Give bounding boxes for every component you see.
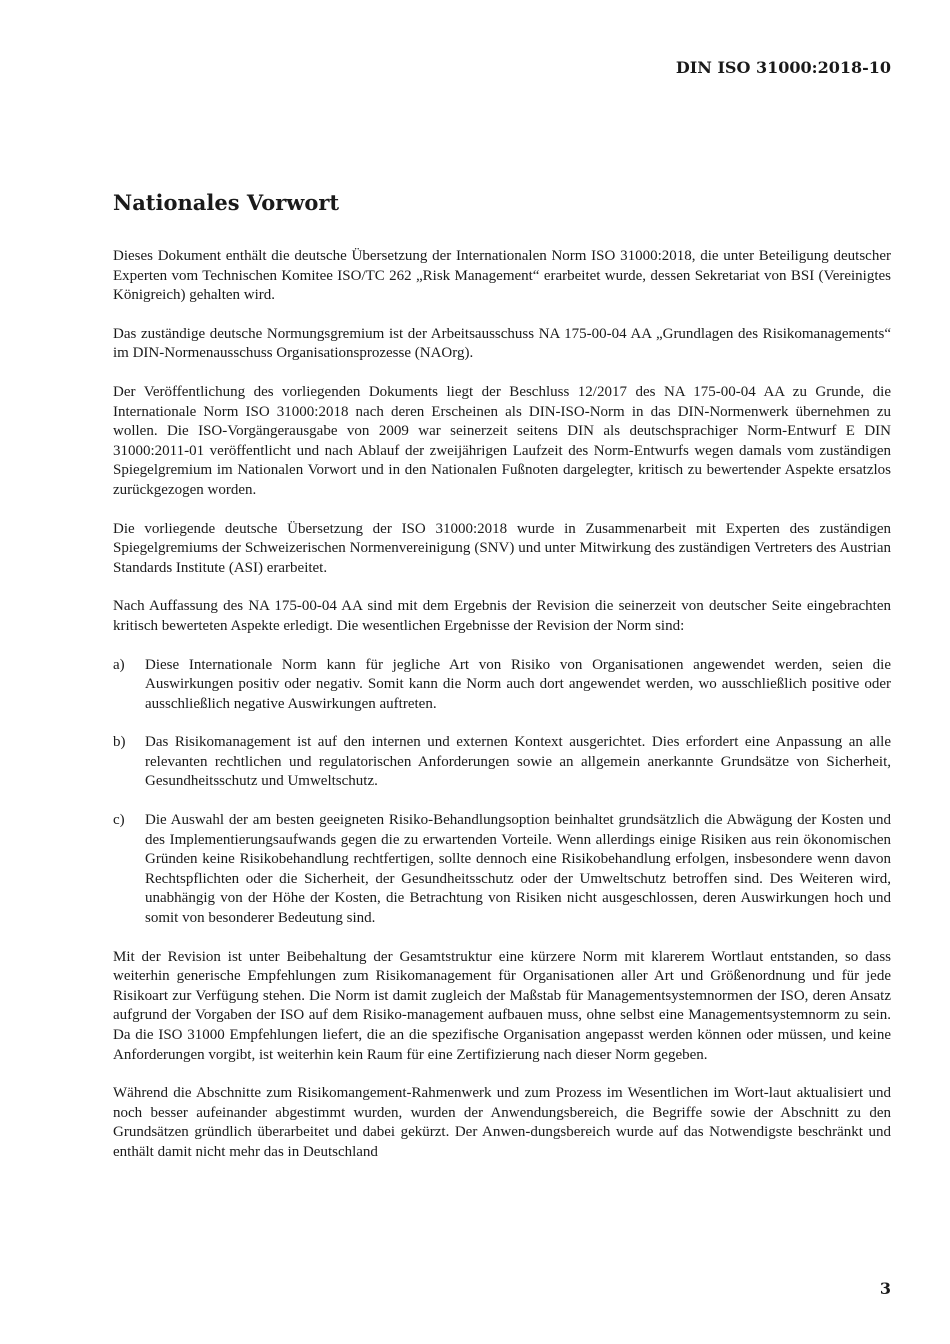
list-item xyxy=(113,811,891,929)
list-marker: a) xyxy=(113,656,125,673)
list-item-text: Das Risikomanagement ist auf den internen und externen Kontext ausgerichtet. Dies erfordert eine Anpassung an alle relevanten rechtlichen und regulatorischen Anforderungen sowie an allgemein anerkannte Grundsätze von Sicherheit, Gesundheitsschutz und Umweltschutz. xyxy=(145,734,891,790)
paragraph: Nach Auffassung des NA 175-00-04 AA sind mit dem Ergebnis der Revision die seinerzeit von deutscher Seite eingebrachten kritisch bewerteten Aspekte erledigt. Die wesentlichen Ergebnisse der Revision der Norm sind: xyxy=(113,598,891,634)
section-title: Nationales Vorwort xyxy=(113,190,340,215)
document-header-standard-id: DIN ISO 31000:2018-10 xyxy=(675,58,891,77)
list-item-text: Die Auswahl der am besten geeigneten Risiko-Behandlungsoption beinhaltet grundsätzlich die Abwägung der Kosten und des Implementierungsaufwands gegen die zu erwartenden Vorteile. Wenn allerdings einige Risiken aus rein ökonomischen Gründen keine Risikobehandlung rechtfertigen, sollte dennoch eine Risikobehandlung erfolgen, insbesondere wenn davon Rechtspflichten oder die Sicherheit, der Gesundheitsschutz oder der Umweltschutz betroffen sind. Des Weiteren wird, unabhängig von der Höhe der Kosten, die Betrachtung von Risiken nicht ausgeschlossen, deren Auswirkungen hoch und somit von besonderer Bedeutung sind. xyxy=(145,812,891,927)
page-number: 3 xyxy=(879,1279,891,1298)
paragraph: Während die Abschnitte zum Risikomangement-Rahmenwerk und zum Prozess im Wesentlichen im Wort-laut aktualisiert und noch besser aufeinander abgestimmt wurden, wurden der Anwendungsbereich, die Begriffe sowie der Abschnitt zu den Grundsätzen gründlich überarbeitet und dabei gekürzt. Der Anwen-dungsbereich wurde auf das Notwendigste beschränkt und enthält damit nicht mehr das in Deutschland xyxy=(113,1085,891,1160)
paragraph: Mit der Revision ist unter Beibehaltung der Gesamtstruktur eine kürzere Norm mit klarerem Wortlaut entstanden, so dass weiterhin generische Empfehlungen zum Risikomanagement für Organisationen aller Art und Größenordnung und für jede Risikoart zur Verfügung stehen. Die Norm ist damit zugleich der Maßstab für Managementsystemnormen der ISO, deren Ansatz aufgrund der Vorgaben der ISO auf dem Risiko-management aufbauen muss, ohne selbst eine Managementsystemnorm zu sein. Da die ISO 31000 Empfehlungen liefert, die an die spezifische Organisation angepasst werden können oder müssen, und keine Anforderungen vorgibt, ist weiterhin kein Raum für eine Zertifizierung nach dieser Norm gegeben. xyxy=(113,948,891,1063)
paragraph: Der Veröffentlichung des vorliegenden Dokuments liegt der Beschluss 12/2017 des NA 175-00-04 AA zu Grunde, die Internationale Norm ISO 31000:2018 nach deren Erscheinen als DIN-ISO-Norm in das DIN-Normenwerk übernehmen zu wollen. Die ISO-Vorgängerausgabe von 2009 war seinerzeit seitens DIN als deutschsprachiger Norm-Entwurf E DIN 31000:2011-01 veröffentlicht und nach Ablauf der zweijährigen Laufzeit des Norm-Entwurfs wegen damals vom zuständigen Spiegelgremium im Nationalen Vorwort und in den Nationalen Fußnoten dargelegter, kritisch zu bewertender Aspekte ersatzlos zurückgezogen worden. xyxy=(113,383,891,498)
document-body xyxy=(113,190,891,1182)
list-item-text: Diese Internationale Norm kann für jegliche Art von Risiko von Organisationen angewendet werden, seien die Auswirkungen positiv oder negativ. Somit kann die Norm auch dort angewendet werden, wo ausschließlich positive oder ausschließlich negative Auswirkungen auftreten. xyxy=(145,656,891,712)
list-item xyxy=(113,656,891,715)
list-marker: c) xyxy=(113,812,125,829)
paragraph: Das zuständige deutsche Normungsgremium ist der Arbeitsausschuss NA 175-00-04 AA „Grundlagen des Risikomanagements“ im DIN-Normenausschuss Organisationsprozesse (NAOrg). xyxy=(113,325,891,362)
list-item xyxy=(113,733,891,792)
list-marker: b) xyxy=(113,734,126,751)
paragraph: Die vorliegende deutsche Übersetzung der ISO 31000:2018 wurde in Zusammenarbeit mit Experten des zuständigen Spiegelgremiums der Schweizerischen Normenvereinigung (SNV) und unter Mitwirkung des zuständigen Vertreters des Austrian Standards Institute (ASI) erarbeitet. xyxy=(113,520,891,576)
paragraph: Dieses Dokument enthält die deutsche Übersetzung der Internationalen Norm ISO 31000:2018, die unter Beteiligung deutscher Experten vom Technischen Komitee ISO/TC 262 „Risk Management“ erarbeitet wurde, dessen Sekretariat von BSI (Vereinigtes Königreich) gehalten wird. xyxy=(113,248,891,304)
